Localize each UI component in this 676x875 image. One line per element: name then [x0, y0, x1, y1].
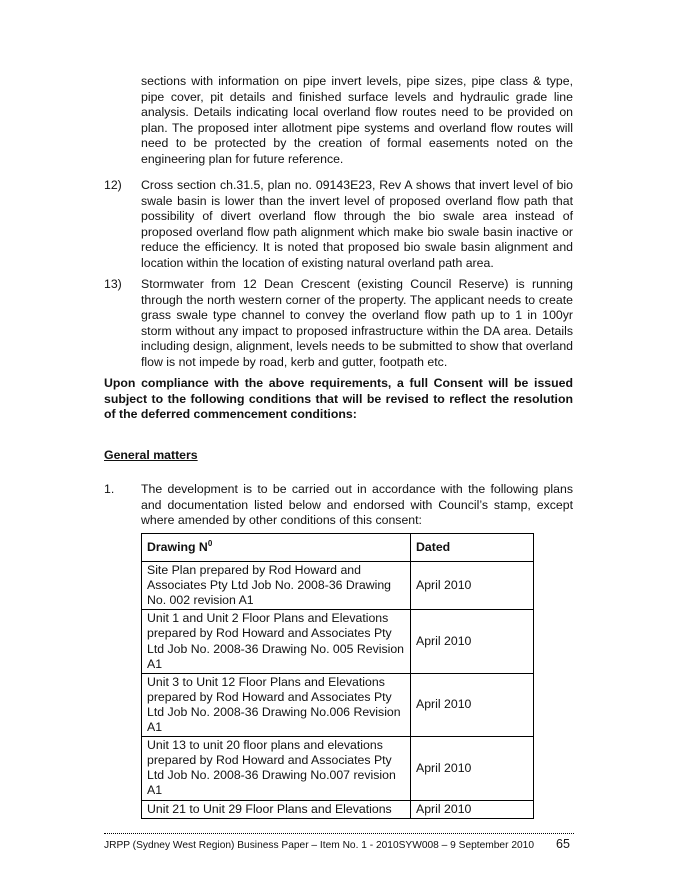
footer-text: JRPP (Sydney West Region) Business Paper – Item No. 1 - 2010SYW008 – 9 September 2010 [104, 840, 534, 851]
table-header-row [142, 534, 534, 562]
header-dated: Dated [411, 534, 534, 562]
plans-table [141, 533, 534, 819]
header-drawing [142, 534, 411, 562]
dated-cell: April 2010 [411, 610, 534, 673]
item-13-text: Stormwater from 12 Dean Crescent (existing Council Reserve) is running through the north western corner of the property. The applicant needs to create grass swale type channel to convey the overland flow path up to 1 in 100yr storm without any impact to proposed infrastructure within the DA area. Details including design, alignment, levels needs to be submitted to show that overland flow is not impede by road, kerb and gutter, footpath etc. [141, 277, 573, 369]
drawing-cell: Unit 13 to unit 20 floor plans and elevations prepared by Rod Howard and Associates Pty Ltd Job No. 2008-36 Drawing No.007 revision A1 [142, 737, 411, 800]
drawing-cell: Site Plan prepared by Rod Howard and Associates Pty Ltd Job No. 2008-36 Drawing No. 002 revision A1 [142, 562, 411, 610]
item-13-number: 13) [104, 277, 122, 291]
table-row [142, 562, 534, 610]
dated-cell: April 2010 [411, 673, 534, 736]
header-drawing-label: Drawing N [147, 540, 208, 554]
table-row [142, 737, 534, 800]
drawing-cell: Unit 21 to Unit 29 Floor Plans and Elevations [142, 800, 411, 818]
dated-cell: April 2010 [411, 562, 534, 610]
dated-cell: April 2010 [411, 800, 534, 818]
table-row [142, 673, 534, 736]
compliance-statement: Upon compliance with the above requirements, a full Consent will be issued subject to the following conditions that will be revised to reflect the resolution of the deferred commencement conditions: [104, 376, 573, 422]
footer-divider [104, 833, 574, 834]
item-12-number: 12) [104, 178, 122, 192]
continued-paragraph: sections with information on pipe invert levels, pipe sizes, pipe class & type, pipe cover, pit details and finished surface levels and hydraulic grade line analysis. Details indicating local overland flow routes need to be provided on plan. The proposed inter allotment pipe systems and overland flow routes will need to be protected by the creation of formal easements noted on the engineering plan for future reference. [141, 74, 573, 166]
table-row [142, 610, 534, 673]
drawing-cell: Unit 1 and Unit 2 Floor Plans and Elevations prepared by Rod Howard and Associates Pty Ltd Job No. 2008-36 Drawing No. 005 Revision A1 [142, 610, 411, 673]
section-heading-general-matters: General matters [104, 448, 198, 462]
condition-1-text: The development is to be carried out in accordance with the following plans and documentation listed below and endorsed with Council’s stamp, except where amended by other conditions of this consent: [141, 482, 573, 528]
header-drawing-superscript: 0 [207, 538, 213, 548]
condition-1-number: 1. [104, 482, 115, 496]
drawing-cell: Unit 3 to Unit 12 Floor Plans and Elevations prepared by Rod Howard and Associates Pty Ltd Job No. 2008-36 Drawing No.006 Revision A1 [142, 673, 411, 736]
dated-cell: April 2010 [411, 737, 534, 800]
table-row [142, 800, 534, 818]
item-12-text: Cross section ch.31.5, plan no. 09143E23, Rev A shows that invert level of bio swale basin is lower than the invert level of proposed overland flow path that possibility of divert overland flow through the bio swale area instead of proposed overland flow path alignment which make bio swale basin inactive or reduce the efficiency. It is noted that proposed bio swale basin alignment and location within the location of existing natural overland path area. [141, 178, 573, 270]
page-number: 65 [556, 837, 570, 851]
